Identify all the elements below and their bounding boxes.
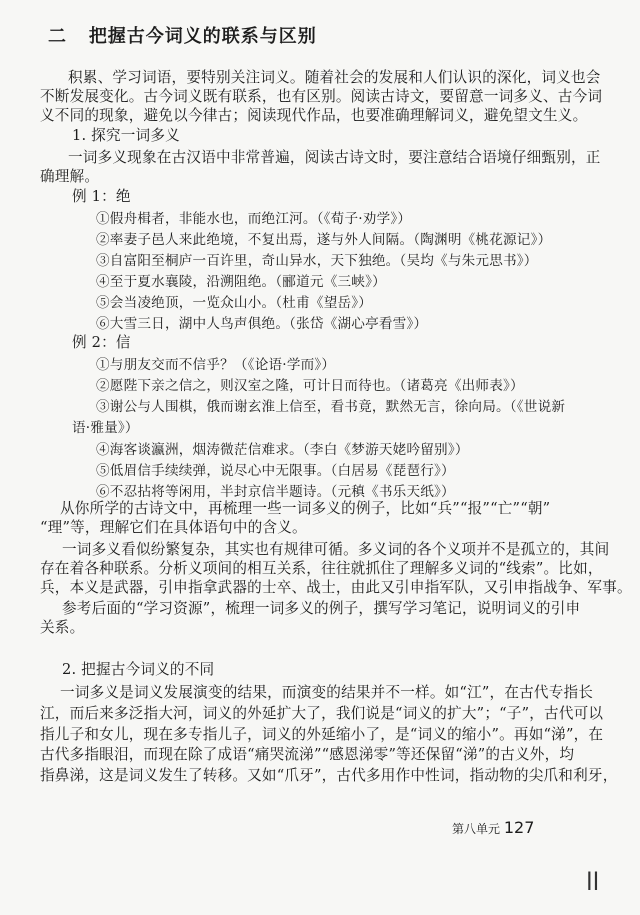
subsection-title: 2. 把握古今词义的不同 [62,661,215,678]
example-item: ⑥不忍拈将等闲用，半封京信半题诗。（元稹《书乐天纸》） [96,484,455,500]
margin-mark: ll [586,868,600,896]
body-line: 江，而后来多泛指大河，词义的外延扩大了，我们说是“词义的扩大”；“子”，古代可以 [40,705,604,722]
subsection-title: 1. 探究一词多义 [72,127,180,144]
intro-line: 不断发展变化。古今词义既有联系，也有区别。阅读古诗文，要留意一词多义、古今词 [40,88,603,105]
example-label: 例 2：信 [72,334,131,351]
body-line: 一词多义看似纷繁复杂，其实也有规律可循。多义词的各个义项并不是孤立的，其间 [62,541,610,558]
page-footer [452,818,534,837]
example-item: ④至于夏水襄陵，沿溯阻绝。（郦道元《三峡》） [96,274,386,290]
page-number: 127 [503,818,535,837]
example-item: ⑤低眉信手续续弹，说尽心中无限事。（白居易《琵琶行》） [96,463,455,479]
heading-title: 把握古今词义的联系与区别 [88,26,317,47]
unit-label: 第八单元 [452,822,501,836]
body-line: 一词多义是词义发展演变的结果，而演变的结果并不一样。如“江”，在古代专指长 [60,684,594,701]
intro-line: 积累、学习词语，要特别关注词义。随着社会的发展和人们认识的深化，词义也会 [68,69,601,86]
body-line: 兵，本义是武器，引申指拿武器的士卒、战士，由此又引申指军队，又引申指战争、军事。 [40,579,632,596]
body-line: 一词多义现象在古汉语中非常普遍，阅读古诗文时，要注意结合语境仔细甄别，正 [68,149,601,166]
example-item: ②率妻子邑人来此绝境，不复出焉，遂与外人间隔。（陶渊明《桃花源记》） [96,232,552,248]
example-item: ⑤会当凌绝顶，一览众山小。（杜甫《望岳》） [96,295,373,311]
example-item: ④海客谈瀛洲，烟涛微茫信难求。（李白《梦游天姥吟留别》） [96,442,469,458]
intro-line: 义不同的现象，避免以今律古；阅读现代作品，也要准确理解词义，避免望文生义。 [40,107,588,124]
body-line: 存在着各种联系。分析义项间的相互关系，往往就抓住了理解多义词的“线索”。比如， [40,560,603,577]
example-item: ③自富阳至桐庐一百许里，奇山异水，天下独绝。（吴均《与朱元思书》） [96,253,538,269]
example-label: 例 1：绝 [72,188,131,205]
body-line: 参考后面的“学习资源”，梳理一词多义的例子，撰写学习笔记，说明词义的引申 [62,600,581,617]
body-line: 指儿子和女儿，现在多专指儿子，词义的外延缩小了，是“词义的缩小”。再如“涕”，在 [40,726,604,743]
example-item: ⑥大雪三日，湖中人鸟声俱绝。（张岱《湖心亭看雪》） [96,316,428,332]
body-line: “理”等，理解它们在具体语句中的含义。 [40,519,307,536]
example-item: ①假舟楫者，非能水也，而绝江河。（《荀子·劝学》） [96,211,412,227]
example-item: ②愿陛下亲之信之，则汉室之隆，可计日而待也。（诸葛亮《出师表》） [96,378,524,394]
body-line: 确理解。 [40,168,100,185]
body-line: 关系。 [40,619,85,636]
heading-number: 二 [48,26,67,47]
body-line: 古代多指眼泪，而现在除了成语“痛哭流涕”“感恩涕零”等还保留“涕”的古义外，均 [40,746,575,763]
example-item: ③谢公与人围棋，俄而谢玄淮上信至，看书竟，默然无言，徐向局。（《世说新 [96,399,566,415]
example-item: ①与朋友交而不信乎？（《论语·学而》） [96,357,336,373]
body-line: 指鼻涕，这是词义发生了转移。又如“爪牙”，古代多用作中性词，指动物的尖爪和利牙， [40,767,618,784]
body-line: 从你所学的古诗文中，再梳理一些一词多义的例子，比如“兵”“报”“亡”“朝” [60,500,551,517]
section-heading [48,28,317,46]
example-item-cont: 语·雅量》） [72,420,139,436]
